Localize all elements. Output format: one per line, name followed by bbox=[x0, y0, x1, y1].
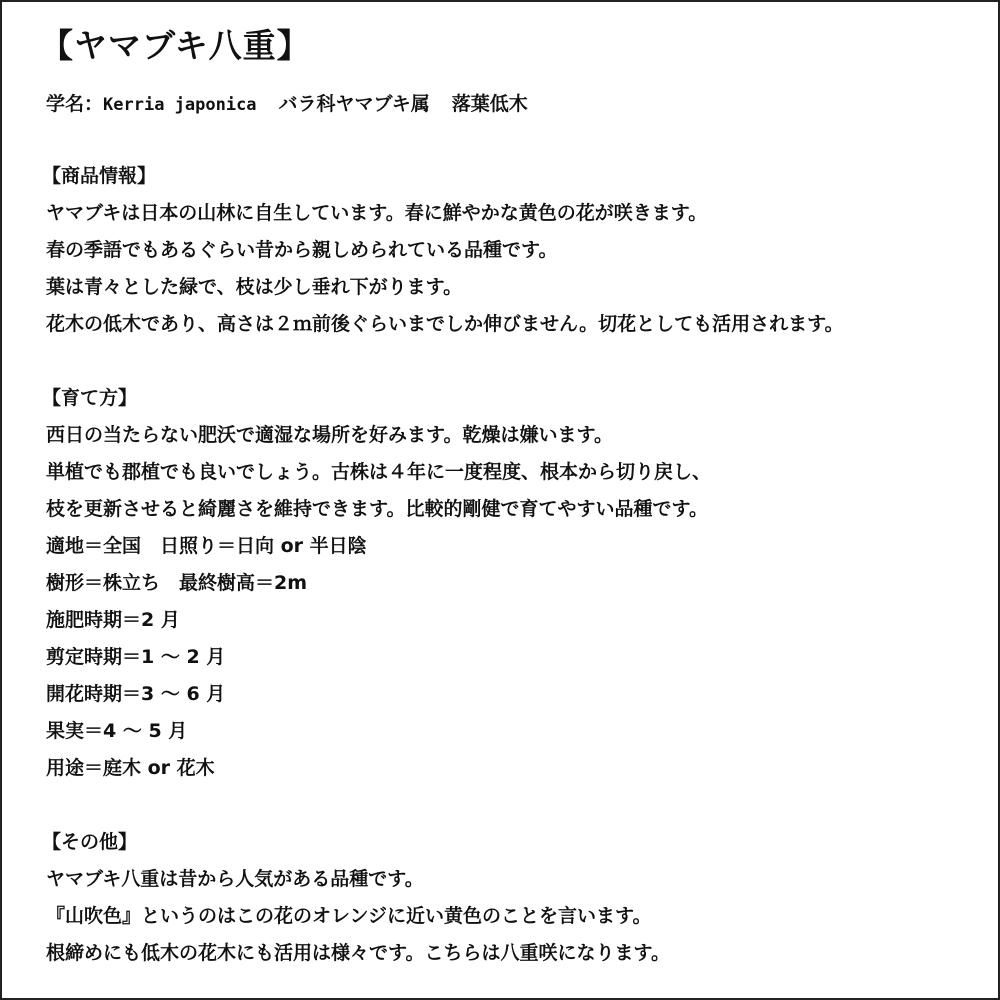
product-info-line: 葉は青々とした緑で、枝は少し垂れ下がります。 bbox=[46, 276, 463, 298]
scientific-name-label: 学名： bbox=[46, 93, 104, 115]
care-heading: 【育て方】 bbox=[42, 387, 138, 409]
other-line: 『山吹色』というのはこの花のオレンジに近い黄色のことを言います。 bbox=[46, 905, 652, 927]
product-info-heading: 【商品情報】 bbox=[42, 165, 157, 187]
product-info-line: ヤマブキは日本の山林に自生しています。春に鮮やかな黄色の花が咲きます。 bbox=[46, 202, 708, 224]
scientific-name-line bbox=[46, 90, 528, 119]
care-spec-fruit: 果実＝4 ～ 5 月 bbox=[46, 720, 188, 742]
plant-type: 落葉低木 bbox=[451, 93, 528, 115]
care-line: 単植でも郡植でも良いでしょう。古株は４年に一度程度、根本から切り戻し、 bbox=[46, 461, 712, 483]
other-heading: 【その他】 bbox=[42, 831, 138, 853]
plant-family: バラ科ヤマブキ属 bbox=[278, 93, 430, 115]
care-spec-location: 適地＝全国 日照り＝日向 or 半日陰 bbox=[46, 535, 367, 557]
care-spec-shape: 樹形＝株立ち 最終樹高＝2m bbox=[46, 572, 308, 594]
care-spec-flowering: 開花時期＝3 ～ 6 月 bbox=[46, 683, 226, 705]
care-spec-fertilizer: 施肥時期＝2 月 bbox=[46, 609, 180, 631]
other-line: ヤマブキ八重は昔から人気がある品種です。 bbox=[46, 868, 424, 890]
care-spec-usage: 用途＝庭木 or 花木 bbox=[46, 757, 215, 779]
product-info-line: 春の季語でもあるぐらい昔から親しめられている品種です。 bbox=[46, 239, 558, 261]
product-info-line: 花木の低木であり、高さは２ｍ前後ぐらいまでしか伸びません。切花としても活用されます。 bbox=[46, 313, 844, 335]
page-title: 【ヤマブキ八重】 bbox=[40, 26, 311, 65]
care-line: 西日の当たらない肥沃で適湿な場所を好みます。乾燥は嫌います。 bbox=[46, 424, 613, 446]
latin-name: Kerria japonica bbox=[103, 95, 257, 115]
care-line: 枝を更新させると綺麗さを維持できます。比較的剛健で育てやすい品種です。 bbox=[46, 498, 708, 520]
other-line: 根締めにも低木の花木にも活用は様々です。こちらは八重咲になります。 bbox=[46, 942, 670, 964]
care-spec-pruning: 剪定時期＝1 ～ 2 月 bbox=[46, 646, 226, 668]
